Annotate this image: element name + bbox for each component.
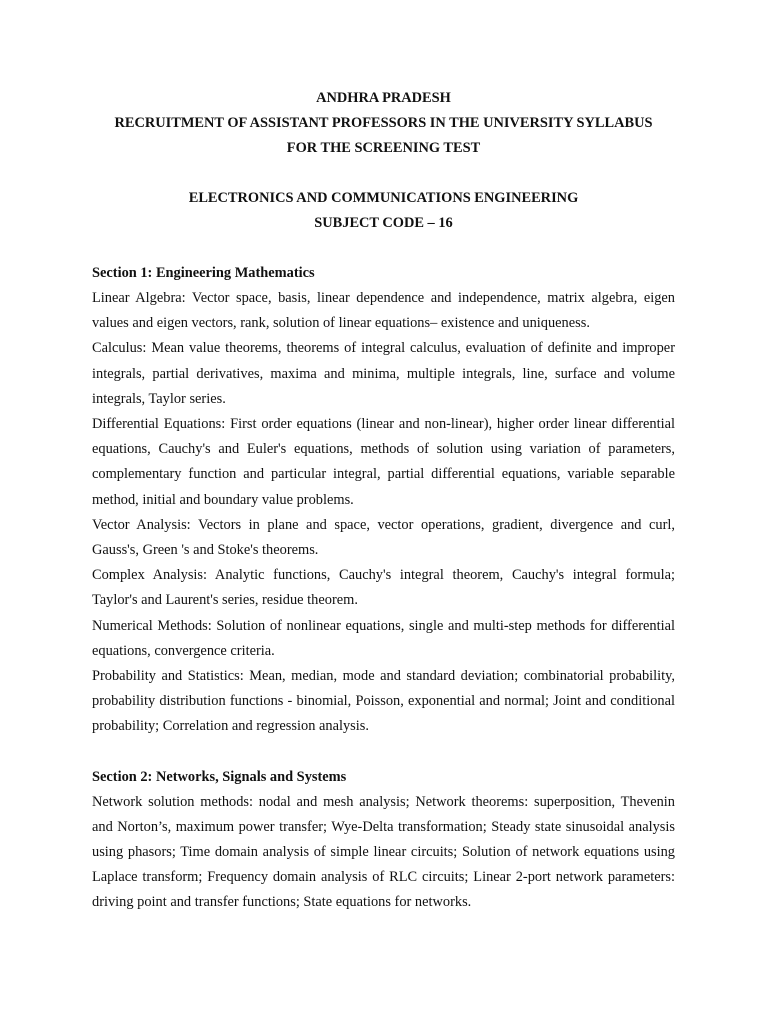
section-title: Section 2: Networks, Signals and Systems	[92, 768, 347, 785]
document-header	[92, 86, 675, 236]
header-spacer	[92, 161, 675, 186]
subject-name: ELECTRONICS AND COMMUNICATIONS ENGINEERING	[188, 190, 579, 206]
header-title: RECRUITMENT OF ASSISTANT PROFESSORS IN THE UNIVERSITY SYLLABUS	[114, 115, 653, 131]
header-subtitle: FOR THE SCREENING TEST	[286, 140, 481, 156]
topic-probability-statistics: Probability and Statistics: Mean, median, mode and standard deviation; combinatorial probability, probability distribution functions - binomial, Poisson, exponential and normal; Joint and conditional probability; Correlation and regression analysis.	[92, 668, 675, 735]
header-state: ANDHRA PRADESH	[316, 90, 451, 106]
topic-complex-analysis: Complex Analysis: Analytic functions, Cauchy's integral theorem, Cauchy's integral formula; Taylor's and Laurent's series, residue theorem.	[92, 567, 675, 609]
subject-code: SUBJECT CODE – 16	[314, 215, 453, 231]
section-title: Section 1: Engineering Mathematics	[92, 265, 315, 281]
section-spacer	[92, 236, 675, 261]
topic-differential-equations: Differential Equations: First order equations (linear and non-linear), higher order linear differential equations, Cauchy's and Euler's equations, methods of solution using variation of parameters, complementary function and particular integral, partial differential equations, variable separable method, initial and boundary value problems.	[92, 416, 675, 508]
topic-numerical-methods: Numerical Methods: Solution of nonlinear equations, single and multi-step methods for differential equations, convergence criteria.	[92, 617, 675, 659]
section-2	[92, 765, 675, 916]
topic-vector-analysis: Vector Analysis: Vectors in plane and space, vector operations, gradient, divergence and curl, Gauss's, Green 's and Stoke's theorems.	[92, 516, 675, 559]
topic-network-methods: Network solution methods: nodal and mesh analysis; Network theorems: superposition, Thevenin and Norton’s, maximum power transfer; Wye-Delta transformation; Steady state sinusoidal analysis using phasors; Time domain analysis of simple linear circuits; Solution of network equations using Laplace transform; Frequency domain analysis of RLC circuits; Linear 2-port network parameters: driving point and transfer functions; State equations for networks.	[92, 793, 675, 911]
topic-calculus: Calculus: Mean value theorems, theorems of integral calculus, evaluation of definite and improper integrals, partial derivatives, maxima and minima, multiple integrals, line, surface and volume integrals, Taylor series.	[92, 340, 675, 407]
topic-linear-algebra: Linear Algebra: Vector space, basis, linear dependence and independence, matrix algebra, eigen values and eigen vectors, rank, solution of linear equations– existence and uniqueness.	[92, 290, 675, 332]
section-spacer	[92, 740, 675, 765]
section-1	[92, 261, 675, 740]
